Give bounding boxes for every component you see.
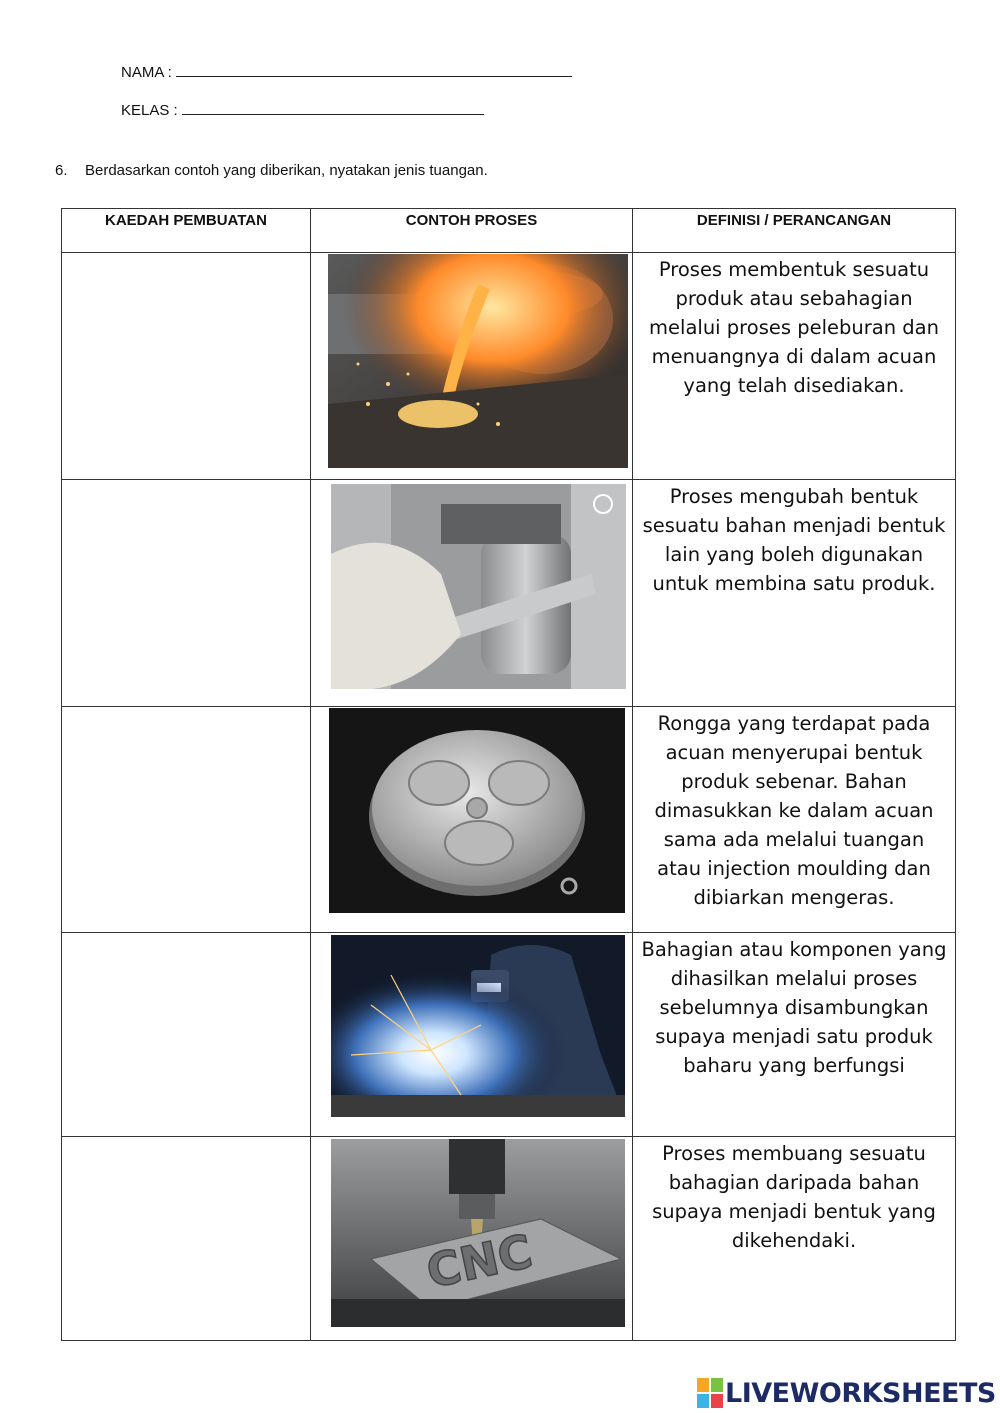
image-cell [311,933,633,1137]
image-cell [311,707,633,933]
name-blank-line[interactable] [176,62,572,77]
definition-text: Rongga yang terdapat pada acuan menyerupai bentuk produk sebenar. Bahan dimasukkan ke dalam acuan sama ada melalui tuangan atau injection moulding dan dibiarkan mengeras. [654,712,934,909]
definition-text: Bahagian atau komponen yang dihasilkan melalui proses sebelumnya disambungkan supaya menjadi satu produk baharu yang berfungsi [641,938,947,1077]
image-cell [311,1137,633,1341]
question-number: 6. [55,162,68,179]
definition-cell [633,1137,956,1341]
table-row [62,253,956,480]
image-cell [311,480,633,707]
class-field [121,100,484,119]
header-kaedah: KAEDAH PEMBUATAN [62,209,311,253]
liveworksheets-logo[interactable] [697,1376,996,1410]
definition-cell [633,707,956,933]
answer-cell[interactable] [62,933,311,1137]
header-definisi: DEFINISI / PERANCANGAN [633,209,956,253]
definition-text: Proses membentuk sesuatu produk atau sebahagian melalui proses peleburan dan menuangnya di dalam acuan yang telah disediakan. [649,258,939,397]
image-cell [311,253,633,480]
cnc-engraved-text: CNC [421,1223,537,1299]
class-blank-line[interactable] [182,100,484,115]
table-header-row [62,209,956,253]
worksheet-table [61,208,956,1341]
table-row [62,480,956,707]
answer-cell[interactable] [62,480,311,707]
metal-mould-image [329,708,625,913]
question [55,162,488,179]
table-row [62,1137,956,1341]
definition-cell [633,253,956,480]
definition-text: Proses mengubah bentuk sesuatu bahan menjadi bentuk lain yang boleh digunakan untuk membina satu produk. [642,485,946,595]
cnc-milling-image [331,1139,625,1327]
name-field [121,62,572,81]
table-row [62,707,956,933]
class-label: KELAS : [121,102,178,119]
definition-cell [633,480,956,707]
welding-image [331,935,625,1117]
liveworksheets-logo-icon [697,1378,723,1408]
answer-cell[interactable] [62,253,311,480]
sheet-metal-rolling-image [331,484,626,689]
definition-text: Proses membuang sesuatu bahagian daripada bahan supaya menjadi bentuk yang dikehendaki. [652,1142,936,1252]
molten-metal-pouring-image [328,254,628,468]
liveworksheets-logo-text: LIVEWORKSHEETS [725,1377,996,1409]
definition-cell [633,933,956,1137]
question-text: Berdasarkan contoh yang diberikan, nyatakan jenis tuangan. [85,162,488,179]
name-label: NAMA : [121,64,172,81]
table-row [62,933,956,1137]
header-contoh: CONTOH PROSES [311,209,633,253]
answer-cell[interactable] [62,707,311,933]
answer-cell[interactable] [62,1137,311,1341]
